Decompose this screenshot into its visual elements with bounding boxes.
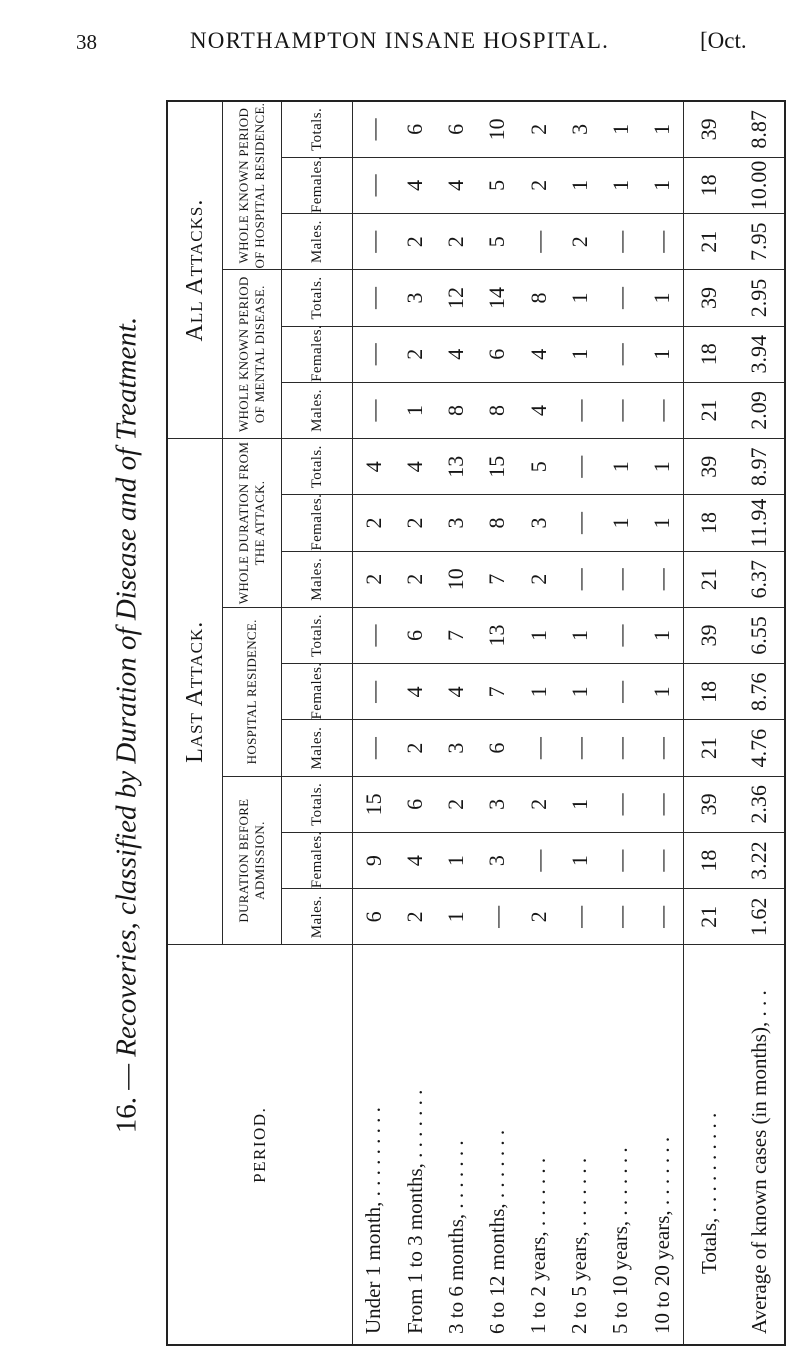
recoveries-table	[166, 100, 786, 1346]
table-cell: —	[518, 720, 559, 776]
table-number: 16.	[110, 1096, 143, 1134]
table-cell: 18	[684, 832, 735, 888]
table-cell: 7	[436, 607, 477, 663]
table-cell: —	[600, 776, 641, 832]
table-cell: —	[642, 832, 684, 888]
row-label: 6 to 12 months, . . . . . . .	[477, 945, 518, 1345]
col-totals: Totals.	[282, 439, 353, 495]
period-header: PERIOD.	[167, 945, 353, 1345]
col-females: Females.	[282, 326, 353, 382]
table-cell: 1	[559, 326, 600, 382]
table-cell: 18	[684, 326, 735, 382]
table-cell: —	[600, 607, 641, 663]
table-cell: —	[353, 270, 395, 326]
table-cell: 6	[436, 101, 477, 157]
table-cell: 5	[518, 439, 559, 495]
table-cell: —	[559, 382, 600, 438]
table-row	[353, 101, 395, 1345]
table-cell: 15	[353, 776, 395, 832]
table-body	[353, 101, 786, 1345]
table-cell: 1	[600, 101, 641, 157]
table-cell: 4	[436, 664, 477, 720]
group-all-attacks: All Attacks.	[167, 101, 223, 439]
table-cell: —	[353, 326, 395, 382]
subgroup-whole-duration-attack: WHOLE DURATION FROM THE ATTACK.	[223, 439, 282, 608]
table-cell: —	[353, 382, 395, 438]
table-cell: —	[353, 157, 395, 213]
row-label: 5 to 10 years, . . . . . . .	[600, 945, 641, 1345]
table-cell: 4	[394, 832, 435, 888]
table-cell: 39	[684, 776, 735, 832]
table-cell: 6	[394, 101, 435, 157]
col-males: Males.	[282, 214, 353, 270]
table-cell: 1	[559, 776, 600, 832]
table-cell: 3	[518, 495, 559, 551]
table-cell: 2	[518, 551, 559, 607]
table-cell: 1	[642, 326, 684, 382]
table-cell: 1	[436, 832, 477, 888]
table-cell: —	[642, 214, 684, 270]
table-cell: —	[600, 214, 641, 270]
table-cell: 2	[394, 551, 435, 607]
table-cell: —	[477, 889, 518, 945]
table-cell: 2.09	[734, 382, 785, 438]
table-row	[436, 101, 477, 1345]
table-cell: 1	[518, 664, 559, 720]
recoveries-table-region	[166, 100, 786, 1346]
table-cell: —	[600, 832, 641, 888]
table-cell: 4	[353, 439, 395, 495]
col-females: Females.	[282, 664, 353, 720]
table-cell: —	[518, 214, 559, 270]
table-cell: 2	[394, 214, 435, 270]
table-cell: 18	[684, 157, 735, 213]
table-cell: 3	[436, 495, 477, 551]
table-cell: 2.36	[734, 776, 785, 832]
table-cell: —	[353, 101, 395, 157]
table-cell: 4	[394, 157, 435, 213]
table-cell: 2.95	[734, 270, 785, 326]
table-cell: 1	[559, 664, 600, 720]
col-females: Females.	[282, 495, 353, 551]
table-cell: 7	[477, 551, 518, 607]
table-cell: 3	[394, 270, 435, 326]
rotated-table-frame	[166, 100, 786, 1346]
table-cell: 1	[559, 607, 600, 663]
table-cell: —	[559, 889, 600, 945]
table-cell: 2	[394, 889, 435, 945]
table-cell: 1	[642, 664, 684, 720]
table-cell: 4	[436, 326, 477, 382]
page-number: 38	[76, 30, 97, 54]
table-cell: 4	[436, 157, 477, 213]
table-cell: 6	[477, 720, 518, 776]
table-cell: 39	[684, 439, 735, 495]
table-cell: 3.94	[734, 326, 785, 382]
table-cell: 6.37	[734, 551, 785, 607]
table-cell: —	[600, 382, 641, 438]
table-cell: —	[600, 270, 641, 326]
table-cell: 2	[353, 551, 395, 607]
table-cell: —	[518, 832, 559, 888]
running-title: NORTHAMPTON INSANE HOSPITAL.	[190, 28, 610, 53]
table-cell: 18	[684, 495, 735, 551]
table-cell: 39	[684, 270, 735, 326]
table-cell: 9	[353, 832, 395, 888]
average-row	[734, 101, 785, 1345]
table-cell: 6	[477, 326, 518, 382]
table-cell: 3	[559, 101, 600, 157]
table-cell: 3.22	[734, 832, 785, 888]
table-title-text: — Recoveries, classified by Duration of Disease and of Treatment.	[110, 316, 143, 1090]
table-cell: 2	[436, 214, 477, 270]
table-cell: 1	[600, 157, 641, 213]
table-cell: 1	[394, 382, 435, 438]
table-cell: 13	[477, 607, 518, 663]
table-cell: 21	[684, 889, 735, 945]
table-row	[477, 101, 518, 1345]
table-cell: 4.76	[734, 720, 785, 776]
table-cell: 3	[436, 720, 477, 776]
table-cell: 1.62	[734, 889, 785, 945]
row-label: Average of known cases (in months), . . .	[734, 945, 785, 1345]
col-females: Females.	[282, 832, 353, 888]
row-label: 2 to 5 years, . . . . . . .	[559, 945, 600, 1345]
table-cell: 5	[477, 157, 518, 213]
table-cell: 39	[684, 607, 735, 663]
row-label: From 1 to 3 months, . . . . . . .	[394, 945, 435, 1345]
row-label: 3 to 6 months, . . . . . . .	[436, 945, 477, 1345]
date-tag: [Oct.	[700, 28, 747, 53]
table-cell: —	[642, 889, 684, 945]
table-cell: 2	[559, 214, 600, 270]
table-cell: 10.00	[734, 157, 785, 213]
table-cell: 7.95	[734, 214, 785, 270]
col-totals: Totals.	[282, 270, 353, 326]
table-cell: 8	[477, 495, 518, 551]
table-cell: 18	[684, 664, 735, 720]
table-cell: 5	[477, 214, 518, 270]
col-females: Females.	[282, 157, 353, 213]
table-cell: —	[353, 720, 395, 776]
subgroup-whole-hospital-residence: WHOLE KNOWN PERIOD OF HOSPITAL RESIDENCE.	[223, 101, 282, 270]
subgroup-whole-mental-disease: WHOLE KNOWN PERIOD OF MENTAL DISEASE.	[223, 270, 282, 439]
table-cell: 6.55	[734, 607, 785, 663]
table-cell: 2	[518, 776, 559, 832]
table-cell: 1	[642, 607, 684, 663]
table-cell: —	[600, 326, 641, 382]
table-cell: 10	[477, 101, 518, 157]
row-label: 1 to 2 years, . . . . . . .	[518, 945, 559, 1345]
page-header	[0, 0, 801, 70]
table-cell: 1	[559, 157, 600, 213]
col-totals: Totals.	[282, 776, 353, 832]
table-cell: 12	[436, 270, 477, 326]
table-cell: 8.87	[734, 101, 785, 157]
table-cell: 1	[642, 439, 684, 495]
subgroup-before-admission: DURATION BEFORE ADMISSION.	[223, 776, 282, 945]
table-cell: —	[600, 551, 641, 607]
table-cell: 14	[477, 270, 518, 326]
table-cell: 10	[436, 551, 477, 607]
col-totals: Totals.	[282, 101, 353, 157]
table-cell: 8.76	[734, 664, 785, 720]
table-cell: 2	[518, 157, 559, 213]
group-last-attack: Last Attack.	[167, 439, 223, 945]
table-cell: 8	[436, 382, 477, 438]
table-cell: 13	[436, 439, 477, 495]
table-cell: —	[600, 720, 641, 776]
table-cell: 15	[477, 439, 518, 495]
table-cell: 4	[518, 326, 559, 382]
table-cell: 21	[684, 551, 735, 607]
table-cell: 2	[394, 326, 435, 382]
subgroup-hospital-residence: HOSPITAL RESIDENCE.	[223, 607, 282, 776]
table-cell: 3	[477, 776, 518, 832]
col-males: Males.	[282, 720, 353, 776]
totals-row	[684, 101, 735, 1345]
table-cell: —	[642, 551, 684, 607]
table-row	[559, 101, 600, 1345]
table-cell: 1	[642, 495, 684, 551]
table-cell: —	[353, 214, 395, 270]
table-cell: 2	[394, 495, 435, 551]
table-row	[394, 101, 435, 1345]
table-cell: 8	[477, 382, 518, 438]
table-cell: —	[353, 607, 395, 663]
table-cell: 2	[518, 101, 559, 157]
table-cell: —	[642, 382, 684, 438]
table-cell: 1	[642, 270, 684, 326]
table-cell: 21	[684, 214, 735, 270]
table-cell: 4	[394, 664, 435, 720]
table-cell: 1	[436, 889, 477, 945]
table-cell: 6	[394, 776, 435, 832]
table-cell: 3	[477, 832, 518, 888]
col-males: Males.	[282, 551, 353, 607]
table-cell: 8	[518, 270, 559, 326]
table-title	[111, 100, 144, 1350]
row-label: 10 to 20 years, . . . . . . .	[642, 945, 684, 1345]
table-cell: 1	[642, 157, 684, 213]
col-totals: Totals.	[282, 607, 353, 663]
table-cell: —	[559, 495, 600, 551]
row-label: Totals, . . . . . . . . . .	[684, 945, 735, 1345]
table-cell: 2	[518, 889, 559, 945]
col-males: Males.	[282, 382, 353, 438]
col-males: Males.	[282, 889, 353, 945]
table-cell: 1	[559, 270, 600, 326]
table-cell: 6	[394, 607, 435, 663]
table-cell: —	[600, 664, 641, 720]
table-cell: 8.97	[734, 439, 785, 495]
table-cell: 21	[684, 720, 735, 776]
table-cell: 4	[394, 439, 435, 495]
table-cell: —	[642, 720, 684, 776]
table-cell: 2	[394, 720, 435, 776]
table-cell: 2	[353, 495, 395, 551]
table-row	[642, 101, 684, 1345]
table-row	[600, 101, 641, 1345]
table-cell: —	[559, 720, 600, 776]
table-cell: —	[642, 776, 684, 832]
table-cell: 1	[559, 832, 600, 888]
table-title-block	[102, 100, 152, 1350]
table-cell: —	[559, 439, 600, 495]
table-cell: 7	[477, 664, 518, 720]
table-cell: 1	[600, 495, 641, 551]
table-cell: 39	[684, 101, 735, 157]
table-cell: 1	[600, 439, 641, 495]
table-cell: 2	[436, 776, 477, 832]
table-row	[518, 101, 559, 1345]
table-cell: 21	[684, 382, 735, 438]
table-cell: —	[600, 889, 641, 945]
table-cell: 1	[642, 101, 684, 157]
table-cell: —	[353, 664, 395, 720]
table-cell: 11.94	[734, 495, 785, 551]
row-label: Under 1 month, . . . . . . . . .	[353, 945, 395, 1345]
table-cell: 6	[353, 889, 395, 945]
table-cell: 1	[518, 607, 559, 663]
table-cell: —	[559, 551, 600, 607]
table-cell: 4	[518, 382, 559, 438]
